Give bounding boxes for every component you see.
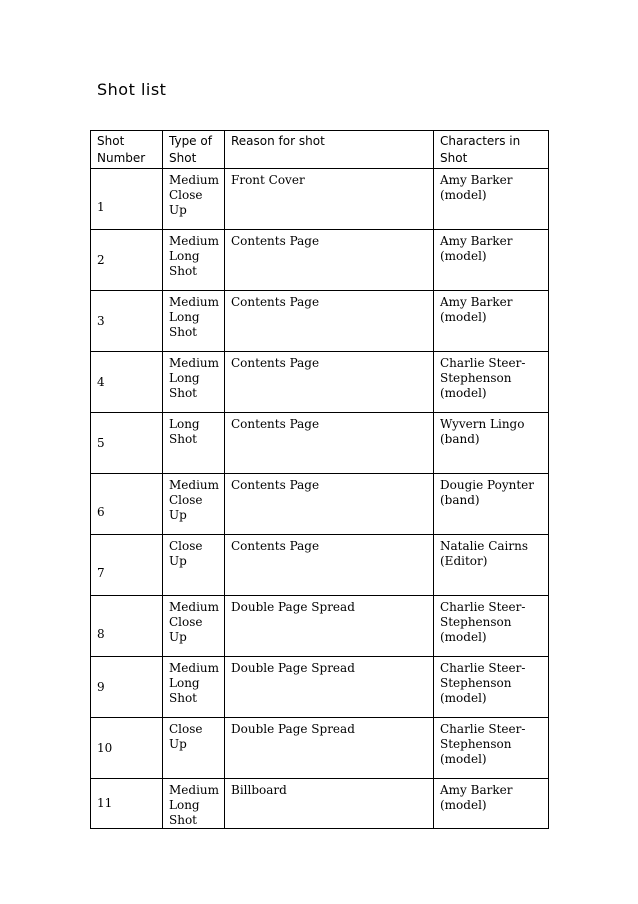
shot-type-cell: Medium Close Up [163, 596, 225, 657]
shot-reason-cell: Contents Page [225, 230, 434, 291]
shot-type-cell: Medium Close Up [163, 169, 225, 230]
page-title: Shot list [97, 80, 167, 99]
table-row [91, 169, 549, 230]
shot-number-cell: 10 [91, 718, 163, 779]
shot-number-cell: 11 [91, 779, 163, 829]
shot-number-cell: 9 [91, 657, 163, 718]
shot-number-cell: 1 [91, 169, 163, 230]
shot-characters-cell: Charlie Steer-Stephenson (model) [434, 657, 549, 718]
shot-characters-cell: Wyvern Lingo (band) [434, 413, 549, 474]
shot-characters-cell: Amy Barker (model) [434, 779, 549, 829]
table-row [91, 291, 549, 352]
shot-number-cell: 3 [91, 291, 163, 352]
shot-type-cell: Close Up [163, 535, 225, 596]
shot-type-cell: Medium Long Shot [163, 657, 225, 718]
shot-number-cell: 2 [91, 230, 163, 291]
shot-reason-cell: Contents Page [225, 291, 434, 352]
shot-number-cell: 6 [91, 474, 163, 535]
shot-list-table [90, 130, 549, 829]
shot-type-cell: Medium Long Shot [163, 291, 225, 352]
header-shot-number: Shot Number [91, 131, 163, 169]
shot-reason-cell: Contents Page [225, 474, 434, 535]
header-type-of-shot: Type of Shot [163, 131, 225, 169]
table-row [91, 474, 549, 535]
shot-reason-cell: Double Page Spread [225, 657, 434, 718]
shot-number-cell: 4 [91, 352, 163, 413]
table-row [91, 718, 549, 779]
shot-characters-cell: Amy Barker (model) [434, 230, 549, 291]
shot-characters-cell: Charlie Steer-Stephenson (model) [434, 596, 549, 657]
shot-reason-cell: Double Page Spread [225, 718, 434, 779]
shot-reason-cell: Contents Page [225, 413, 434, 474]
shot-characters-cell: Amy Barker (model) [434, 291, 549, 352]
shot-characters-cell: Natalie Cairns (Editor) [434, 535, 549, 596]
table-row [91, 535, 549, 596]
shot-characters-cell: Charlie Steer-Stephenson (model) [434, 352, 549, 413]
shot-characters-cell: Charlie Steer-Stephenson (model) [434, 718, 549, 779]
shot-type-cell: Medium Close Up [163, 474, 225, 535]
table-row [91, 596, 549, 657]
header-reason-for-shot: Reason for shot [225, 131, 434, 169]
table-header-row [91, 131, 549, 169]
table-row [91, 657, 549, 718]
shot-number-cell: 5 [91, 413, 163, 474]
table-row [91, 230, 549, 291]
shot-number-cell: 7 [91, 535, 163, 596]
shot-type-cell: Medium Long Shot [163, 352, 225, 413]
table-row [91, 352, 549, 413]
shot-reason-cell: Double Page Spread [225, 596, 434, 657]
shot-type-cell: Medium Long Shot [163, 230, 225, 291]
shot-characters-cell: Dougie Poynter (band) [434, 474, 549, 535]
shot-characters-cell: Amy Barker (model) [434, 169, 549, 230]
shot-reason-cell: Front Cover [225, 169, 434, 230]
shot-type-cell: Close Up [163, 718, 225, 779]
header-characters-in-shot: Characters in Shot [434, 131, 549, 169]
shot-reason-cell: Contents Page [225, 352, 434, 413]
shot-reason-cell: Contents Page [225, 535, 434, 596]
shot-type-cell: Medium Long Shot [163, 779, 225, 829]
shot-type-cell: Long Shot [163, 413, 225, 474]
table-row [91, 413, 549, 474]
shot-reason-cell: Billboard [225, 779, 434, 829]
table-row [91, 779, 549, 829]
shot-number-cell: 8 [91, 596, 163, 657]
